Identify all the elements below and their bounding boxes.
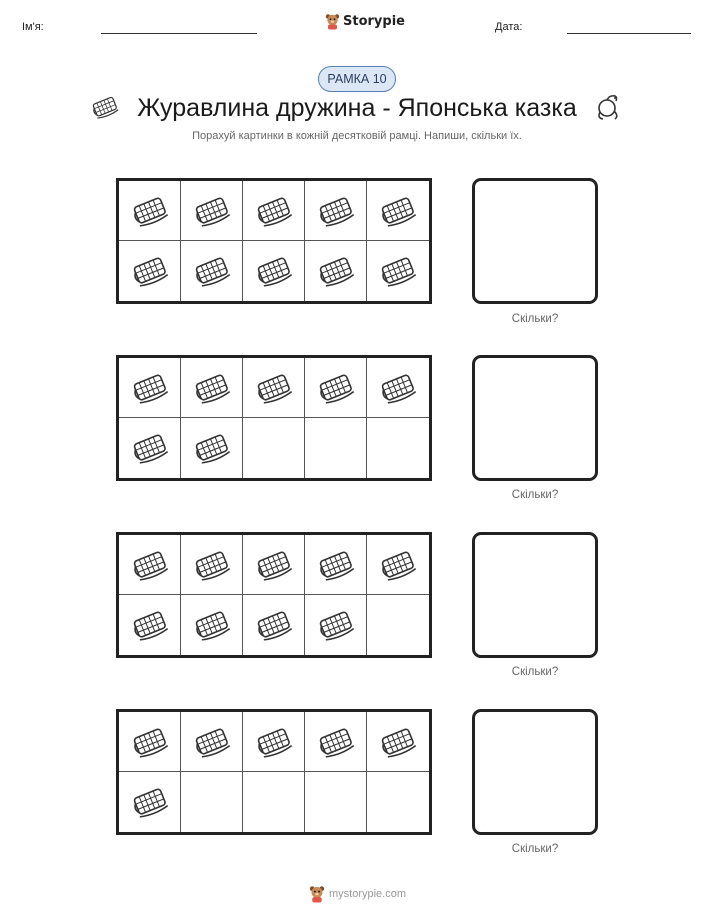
woven-mat-icon — [130, 726, 170, 758]
ten-frame-cell — [119, 595, 181, 655]
answer-box[interactable] — [472, 178, 598, 304]
woven-mat-icon — [254, 255, 294, 287]
ten-frame-cell — [243, 358, 305, 418]
answer-box[interactable] — [472, 532, 598, 658]
woven-mat-icon — [316, 609, 356, 641]
answer-box[interactable] — [472, 709, 598, 835]
ten-frame-cell — [181, 358, 243, 418]
ten-frame-cell — [367, 241, 429, 301]
ten-frame-cell — [305, 595, 367, 655]
woven-mat-icon — [130, 372, 170, 404]
name-label: Ім'я: — [22, 21, 44, 33]
date-label: Дата: — [495, 21, 523, 33]
ten-frame-cell — [243, 712, 305, 772]
ten-frame-cell — [119, 535, 181, 595]
answer-label: Скільки? — [511, 666, 559, 678]
ten-frame-cell — [181, 772, 243, 832]
answer-label: Скільки? — [511, 843, 559, 855]
ten-frame-cell — [181, 181, 243, 241]
woven-mat-icon — [316, 372, 356, 404]
ten-frame-cell — [181, 535, 243, 595]
storypie-mascot-icon — [309, 885, 325, 903]
answer-box[interactable] — [472, 355, 598, 481]
ten-frame-cell — [119, 358, 181, 418]
date-line[interactable] — [567, 33, 691, 34]
ten-frame-cell — [305, 358, 367, 418]
ten-frame-cell — [181, 595, 243, 655]
ten-frame-cell — [243, 535, 305, 595]
ten-frame — [116, 532, 432, 658]
ten-frame-cell — [305, 535, 367, 595]
woven-mat-icon — [130, 432, 170, 464]
ten-frame-cell — [243, 772, 305, 832]
ten-frame-cell — [367, 181, 429, 241]
page-title: Журавлина дружина - Японська казка — [137, 94, 577, 122]
ten-frame-cell — [243, 181, 305, 241]
storypie-mascot-icon — [325, 13, 340, 30]
woven-mat-icon — [130, 255, 170, 287]
ten-frame — [116, 709, 432, 835]
woven-mat-icon — [192, 255, 232, 287]
woven-mat-icon — [316, 726, 356, 758]
answer-label: Скільки? — [511, 313, 559, 325]
instructions: Порахуй картинки в кожній десятковій рамці. Напиши, скільки їх. — [192, 130, 522, 142]
woven-mat-icon — [316, 255, 356, 287]
woven-mat-icon — [192, 609, 232, 641]
footer — [309, 885, 406, 903]
ten-frame-cell — [367, 358, 429, 418]
ten-frame-cell — [181, 418, 243, 478]
ten-frame-cell — [243, 418, 305, 478]
ten-frame-cell — [119, 241, 181, 301]
ten-frame-cell — [305, 712, 367, 772]
ten-frame-cell — [367, 418, 429, 478]
woven-mat-icon — [90, 95, 120, 119]
ten-frame-cell — [119, 712, 181, 772]
ten-frame-cell — [305, 772, 367, 832]
crane-icon — [594, 92, 624, 122]
woven-mat-icon — [378, 549, 418, 581]
brand-name: Storypie — [343, 14, 405, 29]
ten-frame — [116, 355, 432, 481]
woven-mat-icon — [378, 255, 418, 287]
woven-mat-icon — [378, 372, 418, 404]
ten-frame-cell — [119, 772, 181, 832]
footer-url[interactable]: mystorypie.com — [329, 888, 407, 900]
woven-mat-icon — [130, 549, 170, 581]
woven-mat-icon — [192, 195, 232, 227]
ten-frame-cell — [367, 595, 429, 655]
woven-mat-icon — [130, 609, 170, 641]
ten-frame-cell — [243, 595, 305, 655]
ten-frame-cell — [181, 712, 243, 772]
ten-frame-cell — [181, 241, 243, 301]
woven-mat-icon — [130, 195, 170, 227]
name-line[interactable] — [101, 33, 257, 34]
woven-mat-icon — [254, 372, 294, 404]
woven-mat-icon — [254, 195, 294, 227]
answer-label: Скільки? — [511, 489, 559, 501]
woven-mat-icon — [378, 726, 418, 758]
woven-mat-icon — [316, 549, 356, 581]
woven-mat-icon — [192, 432, 232, 464]
ten-frame-cell — [367, 772, 429, 832]
frame-type-badge: РАМКА 10 — [318, 66, 396, 92]
woven-mat-icon — [316, 195, 356, 227]
ten-frame-cell — [119, 418, 181, 478]
ten-frame-cell — [305, 418, 367, 478]
brand-logo — [325, 13, 405, 30]
ten-frame-cell — [305, 241, 367, 301]
ten-frame — [116, 178, 432, 304]
ten-frame-cell — [367, 535, 429, 595]
woven-mat-icon — [192, 372, 232, 404]
ten-frame-cell — [367, 712, 429, 772]
woven-mat-icon — [192, 549, 232, 581]
ten-frame-cell — [305, 181, 367, 241]
ten-frame-cell — [243, 241, 305, 301]
woven-mat-icon — [378, 195, 418, 227]
woven-mat-icon — [130, 786, 170, 818]
ten-frame-cell — [119, 181, 181, 241]
woven-mat-icon — [192, 726, 232, 758]
woven-mat-icon — [254, 609, 294, 641]
woven-mat-icon — [254, 549, 294, 581]
woven-mat-icon — [254, 726, 294, 758]
